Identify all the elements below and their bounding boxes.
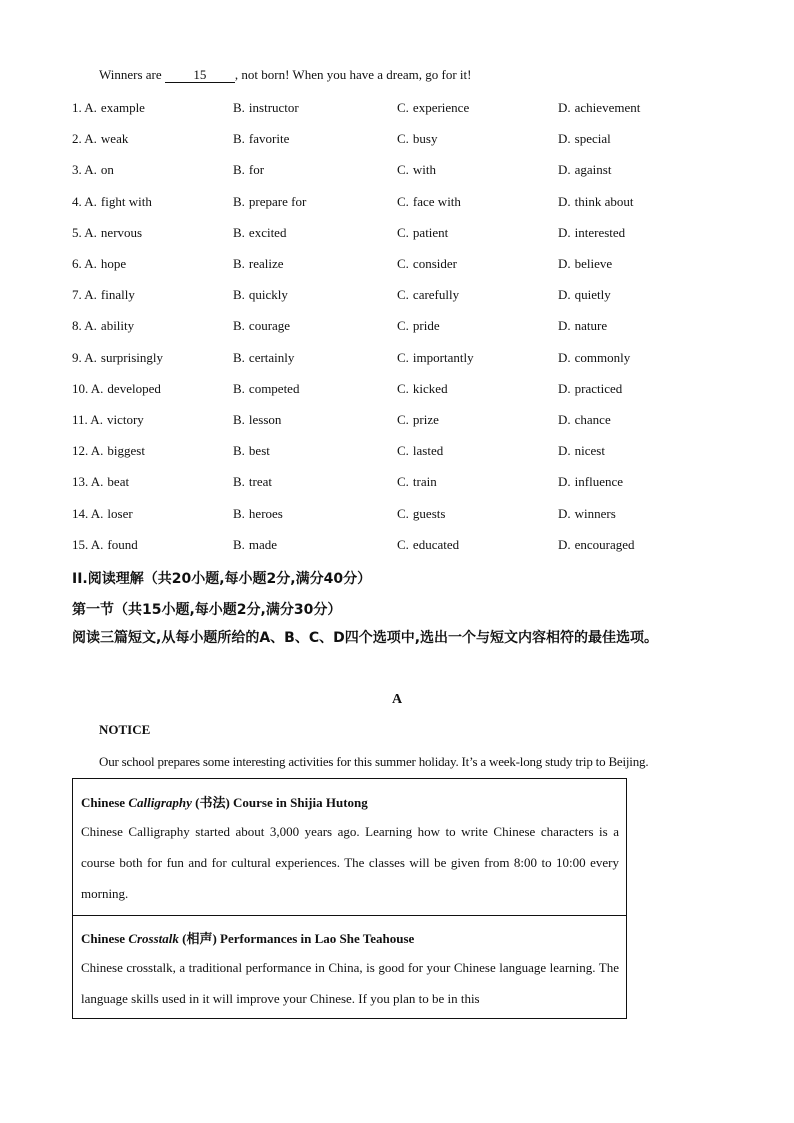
option-b xyxy=(233,412,281,428)
cloze-closing-sentence xyxy=(99,67,471,83)
option-c xyxy=(397,225,448,241)
activity-crosstalk xyxy=(73,915,626,1018)
option-b-label: B. xyxy=(233,162,245,178)
option-b-label: B. xyxy=(233,536,245,552)
option-a-label: 14. A. xyxy=(72,505,104,521)
option-a-label: 6. A. xyxy=(72,256,97,271)
option-d xyxy=(558,225,625,241)
option-a xyxy=(72,131,128,147)
option-a xyxy=(72,318,134,334)
title-em: Crosstalk xyxy=(128,931,179,946)
option-b-label: B. xyxy=(233,412,245,427)
activity-text: Chinese crosstalk, a traditional performance in China, is good for your Chinese language learning. The language skills used in it will improve your Chinese. If you plan to be in this xyxy=(81,960,619,1006)
option-d-label: D. xyxy=(558,256,571,271)
option-d-label: D. xyxy=(558,412,571,427)
option-c-label: C. xyxy=(397,100,409,115)
option-a-label: 5. A. xyxy=(72,224,97,240)
option-a-text: beat xyxy=(107,474,130,490)
option-row xyxy=(72,412,732,432)
option-d xyxy=(558,194,634,210)
option-a xyxy=(72,350,163,366)
option-c-label: C. xyxy=(397,349,409,365)
blank-15: 15 xyxy=(165,68,235,83)
option-c-text: consider xyxy=(412,256,457,271)
option-a-label: 8. A. xyxy=(72,318,97,334)
option-a-label: 7. A. xyxy=(72,287,97,303)
option-d-text: chance xyxy=(574,412,611,427)
option-d-text: interested xyxy=(574,224,626,240)
option-b-text: realize xyxy=(248,256,284,271)
option-d-text: winners xyxy=(574,505,616,521)
option-a xyxy=(72,412,144,428)
option-a-text: surprisingly xyxy=(100,349,164,365)
option-b-label: B. xyxy=(233,380,245,396)
option-a-text: nervous xyxy=(100,224,143,240)
option-a-text: developed xyxy=(107,380,161,396)
option-b-label: B. xyxy=(233,318,245,334)
option-c-label: C. xyxy=(397,536,409,552)
option-a-label: 10. A. xyxy=(72,380,104,396)
option-b-text: heroes xyxy=(248,505,283,521)
option-b-label: B. xyxy=(233,256,245,271)
option-row xyxy=(72,443,732,463)
option-d-text: nature xyxy=(574,318,608,334)
option-row xyxy=(72,474,732,494)
option-d-label: D. xyxy=(558,193,571,209)
option-c-text: educated xyxy=(412,536,460,552)
option-row xyxy=(72,537,732,557)
option-c xyxy=(397,443,443,459)
option-c-label: C. xyxy=(397,380,409,396)
option-a-label: 12. A. xyxy=(72,443,104,459)
option-b-label: B. xyxy=(233,287,245,303)
option-d-label: D. xyxy=(558,474,571,490)
option-a xyxy=(72,194,152,210)
option-row xyxy=(72,162,732,182)
option-c xyxy=(397,194,461,210)
option-a-label: 4. A. xyxy=(72,193,97,209)
title-post: (书法) Course in Shijia Hutong xyxy=(191,795,368,810)
option-c xyxy=(397,506,445,522)
option-d xyxy=(558,131,611,147)
option-b xyxy=(233,256,284,272)
option-b xyxy=(233,100,299,116)
activity-table xyxy=(72,778,627,1019)
option-d xyxy=(558,506,616,522)
option-a xyxy=(72,537,138,553)
option-c-text: busy xyxy=(412,131,438,147)
title-pre: Chinese xyxy=(81,931,129,946)
option-d-text: quietly xyxy=(574,287,611,303)
option-d-label: D. xyxy=(558,380,571,396)
option-d-label: D. xyxy=(558,349,571,365)
option-d xyxy=(558,537,635,553)
option-c-label: C. xyxy=(397,474,409,490)
option-c xyxy=(397,318,440,334)
option-b-label: B. xyxy=(233,474,245,490)
option-d-label: D. xyxy=(558,443,571,459)
option-a-text: finally xyxy=(100,287,135,303)
option-a-text: on xyxy=(100,162,114,178)
option-d xyxy=(558,287,611,303)
option-row xyxy=(72,131,732,151)
option-b xyxy=(233,381,299,397)
option-c xyxy=(397,537,459,553)
option-d-label: D. xyxy=(558,131,571,147)
option-c-text: lasted xyxy=(412,443,444,459)
option-b xyxy=(233,443,270,459)
option-a-text: biggest xyxy=(107,443,145,459)
option-a-label: 15. A. xyxy=(72,536,104,552)
sentence-start: Winners are xyxy=(99,67,165,82)
option-a-text: found xyxy=(107,536,138,552)
option-c xyxy=(397,100,469,116)
option-b-label: B. xyxy=(233,349,245,365)
option-c-label: C. xyxy=(397,443,409,459)
option-d-label: D. xyxy=(558,162,571,178)
option-b-text: courage xyxy=(248,318,291,334)
option-row xyxy=(72,506,732,526)
option-d xyxy=(558,318,607,334)
option-d xyxy=(558,474,623,490)
option-row xyxy=(72,287,732,307)
option-c xyxy=(397,256,457,272)
option-a xyxy=(72,100,145,116)
option-d-text: nicest xyxy=(574,443,605,459)
option-b xyxy=(233,225,286,241)
option-a-text: loser xyxy=(107,505,133,521)
option-a-text: victory xyxy=(106,412,144,427)
option-a xyxy=(72,162,114,178)
option-a xyxy=(72,381,161,397)
option-a-label: 11. A. xyxy=(72,412,103,427)
option-c-text: carefully xyxy=(412,287,460,303)
option-row xyxy=(72,225,732,245)
option-c xyxy=(397,474,437,490)
option-b xyxy=(233,287,288,303)
option-b xyxy=(233,318,290,334)
option-b xyxy=(233,194,306,210)
option-c xyxy=(397,287,459,303)
option-d-text: think about xyxy=(574,193,634,209)
option-c-text: kicked xyxy=(412,380,448,396)
option-d-label: D. xyxy=(558,287,571,303)
option-a xyxy=(72,443,145,459)
option-b-text: for xyxy=(248,162,265,178)
option-b-label: B. xyxy=(233,100,245,115)
option-row xyxy=(72,350,732,370)
activity-title xyxy=(81,792,368,811)
option-d-text: practiced xyxy=(574,380,623,396)
option-a-label: 1. A. xyxy=(72,100,97,115)
option-a xyxy=(72,256,126,272)
option-c-label: C. xyxy=(397,256,409,271)
option-b xyxy=(233,474,272,490)
option-c-text: with xyxy=(412,162,437,178)
option-row xyxy=(72,256,732,276)
option-row xyxy=(72,100,732,120)
option-a-label: 9. A. xyxy=(72,349,97,365)
reading-instruction: 阅读三篇短文,从每小题所给的A、B、C、D四个选项中,选出一个与短文内容相符的最佳选项。 xyxy=(72,630,659,646)
option-d xyxy=(558,443,605,459)
option-c-label: C. xyxy=(397,318,409,334)
option-a-text: fight with xyxy=(100,193,152,209)
option-b-text: quickly xyxy=(248,287,288,303)
option-b xyxy=(233,506,283,522)
option-d-text: against xyxy=(574,162,612,178)
option-a xyxy=(72,474,129,490)
title-post: (相声) Performances in Lao She Teahouse xyxy=(178,931,415,946)
option-d-label: D. xyxy=(558,224,571,240)
passage-letter: A xyxy=(391,692,403,707)
option-b-label: B. xyxy=(233,224,245,240)
option-b xyxy=(233,131,289,147)
option-b-text: lesson xyxy=(248,412,282,427)
option-b-label: B. xyxy=(233,193,245,209)
option-d xyxy=(558,162,611,178)
option-d-text: achievement xyxy=(574,100,641,115)
option-c-text: prize xyxy=(412,412,439,427)
option-c-label: C. xyxy=(397,193,409,209)
option-c xyxy=(397,162,436,178)
option-c-label: C. xyxy=(397,224,409,240)
option-row xyxy=(72,194,732,214)
option-c xyxy=(397,350,474,366)
option-b xyxy=(233,162,264,178)
option-a-text: ability xyxy=(100,318,135,334)
option-a-label: 2. A. xyxy=(72,131,97,147)
option-b-text: excited xyxy=(248,224,287,240)
option-b-text: certainly xyxy=(248,349,295,365)
option-a-text: weak xyxy=(100,131,129,147)
option-d-label: D. xyxy=(558,100,571,115)
section-heading: II.阅读理解（共20小题,每小题2分,满分40分） xyxy=(72,571,372,587)
option-d xyxy=(558,350,630,366)
option-d-text: believe xyxy=(574,256,613,271)
option-b-text: best xyxy=(248,443,270,459)
option-c-label: C. xyxy=(397,287,409,303)
option-d-label: D. xyxy=(558,318,571,334)
option-row xyxy=(72,381,732,401)
option-b-label: B. xyxy=(233,443,245,459)
activity-title xyxy=(81,928,414,947)
option-c-text: experience xyxy=(412,100,470,115)
title-pre: Chinese xyxy=(81,795,129,810)
option-b xyxy=(233,537,277,553)
option-b-text: treat xyxy=(248,474,273,490)
sentence-end: , not born! When you have a dream, go for it! xyxy=(234,67,472,82)
option-a-text: hope xyxy=(100,256,127,271)
option-d xyxy=(558,412,611,428)
option-d xyxy=(558,100,640,116)
option-a-label: 3. A. xyxy=(72,162,97,178)
option-c-label: C. xyxy=(397,505,409,521)
option-c-label: C. xyxy=(397,412,409,427)
title-em: Calligraphy xyxy=(128,795,192,810)
option-d-label: D. xyxy=(558,505,571,521)
option-b-text: prepare for xyxy=(248,193,307,209)
option-c-label: C. xyxy=(397,162,409,178)
option-c-label: C. xyxy=(397,131,409,147)
notice-title: NOTICE xyxy=(99,722,151,737)
option-d-text: influence xyxy=(574,474,624,490)
option-a xyxy=(72,287,135,303)
option-b-label: B. xyxy=(233,131,245,147)
notice-intro: Our school prepares some interesting activities for this summer holiday. It’s a week-long study trip to Beijing. xyxy=(99,754,649,769)
option-c xyxy=(397,131,437,147)
option-c-text: pride xyxy=(412,318,440,334)
option-a xyxy=(72,225,142,241)
option-a-label: 13. A. xyxy=(72,474,104,490)
option-c xyxy=(397,412,439,428)
option-a-text: example xyxy=(100,100,145,115)
option-d-text: commonly xyxy=(574,349,631,365)
option-b-label: B. xyxy=(233,505,245,521)
part-heading: 第一节（共15小题,每小题2分,满分30分） xyxy=(72,602,342,618)
option-c-text: train xyxy=(412,474,437,490)
option-a xyxy=(72,506,133,522)
activity-calligraphy xyxy=(73,779,626,916)
option-b-text: competed xyxy=(248,380,300,396)
option-c-text: patient xyxy=(412,224,449,240)
option-d-text: encouraged xyxy=(574,536,635,552)
option-d xyxy=(558,256,612,272)
activity-text: Chinese Calligraphy started about 3,000 years ago. Learning how to write Chinese characters is a course both for fun and for cultural experiences. The classes will be given from 8:00 to 10:00 every morning. xyxy=(81,824,619,901)
option-b-text: made xyxy=(248,536,278,552)
option-b xyxy=(233,350,294,366)
option-c-text: importantly xyxy=(412,349,474,365)
option-b-text: instructor xyxy=(248,100,299,115)
option-d-text: special xyxy=(574,131,611,147)
option-d-label: D. xyxy=(558,536,571,552)
option-d xyxy=(558,381,622,397)
option-b-text: favorite xyxy=(248,131,290,147)
option-row xyxy=(72,318,732,338)
option-c-text: face with xyxy=(412,193,461,209)
option-c xyxy=(397,381,448,397)
option-c-text: guests xyxy=(412,505,446,521)
